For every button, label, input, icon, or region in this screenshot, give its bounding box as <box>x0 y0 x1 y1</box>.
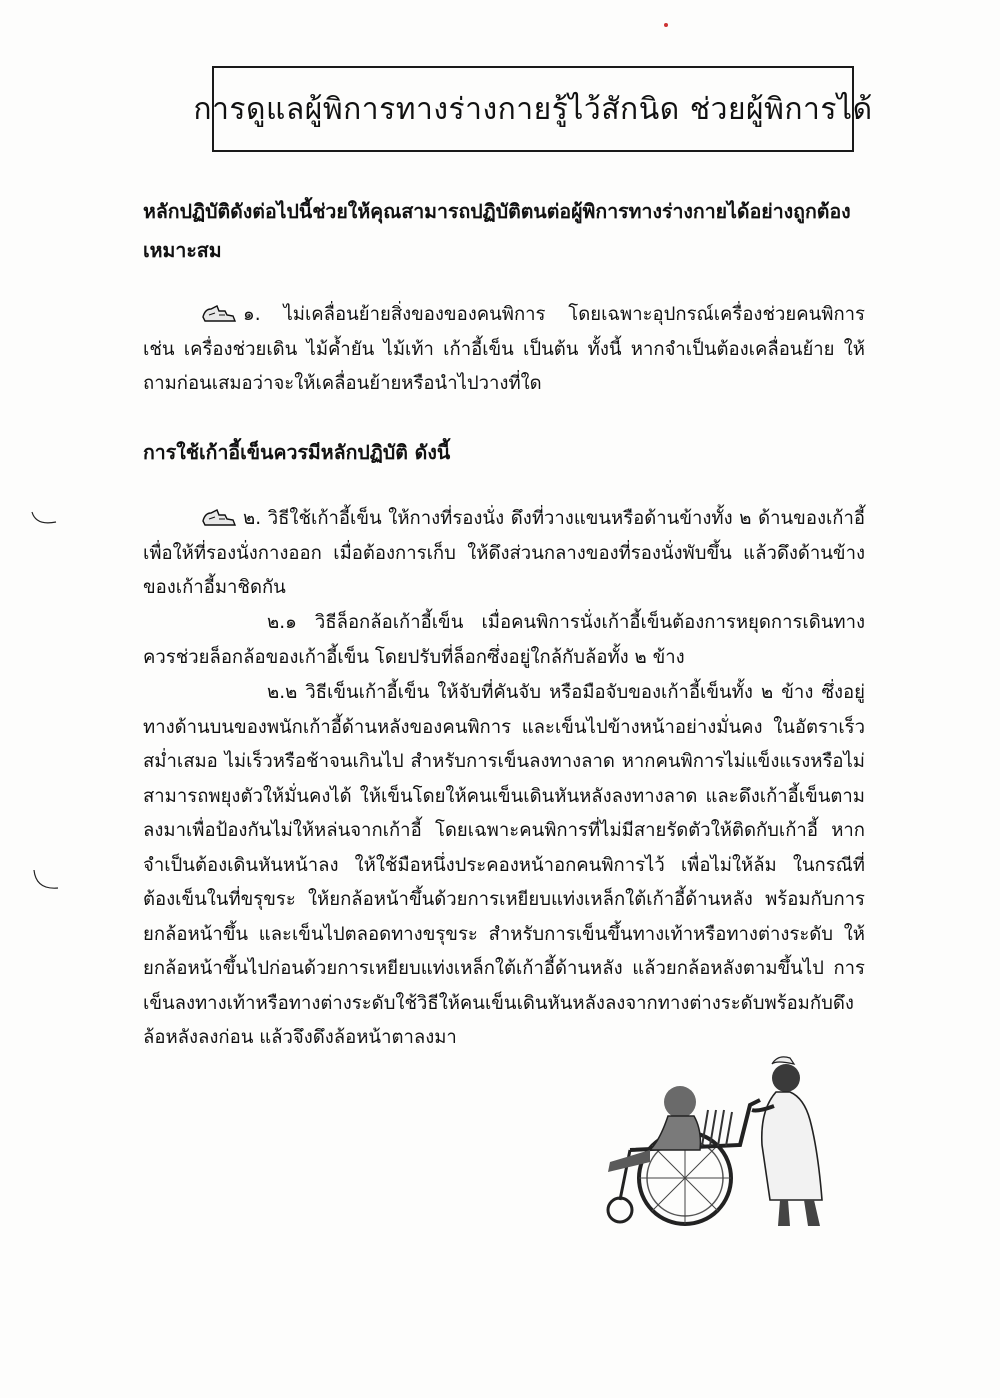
title-box <box>193 66 873 152</box>
paragraph-item-2 <box>143 502 865 606</box>
item-1-text: ๑. ไม่เคลื่อนย้ายสิ่งของของคนพิการ โดยเฉพาะอุปกรณ์เครื่องช่วยคนพิการ เช่น เครื่องช่วยเดิน ไม้ค้ำยัน ไม้เท้า เก้าอี้เข็น เป็นต้น ทั้งนี้ หากจำเป็นต้องเคลื่อนย้าย ให้ถามก่อนเสมอว่าจะให้เคลื่อนย้ายหรือนำไปวางที่ใด <box>143 304 865 394</box>
scan-speck <box>662 14 670 33</box>
paragraph-item-2-2: ๒.๒ วิธีเข็นเก้าอี้เข็น ให้จับที่คันจับ หรือมือจับของเก้าอี้เข็นทั้ง ๒ ข้าง ซึ่งอยู่ทางด้านบนของพนักเก้าอี้ด้านหลังของคนพิการ และเข็นไปข้างหน้าอย่างมั่นคง ในอัตราเร็วสม่ำเสมอ ไม่เร็วหรือช้าจนเกินไป สำหรับการเข็นลงทางลาด หากคนพิการไม่แข็งแรงหรือไม่สามารถพยุงตัวให้มั่นคงได้ ให้เข็นโดยให้คนเข็นเดินหันหลังลงทางลาด และดึงเก้าอี้เข็นตามลงมาเพื่อป้องกันไม่ให้หล่นจากเก้าอี้ โดยเฉพาะคนพิการที่ไม่มีสายรัดตัวให้ติดกับเก้าอี้ หากจำเป็นต้องเดินหันหน้าลง ให้ใช้มือหนึ่งประคองหน้าอกคนพิการไว้ เพื่อไม่ให้ล้ม ในกรณีที่ต้องเข็นในที่ขรุขระ ให้ยกล้อหน้าขึ้นด้วยการเหยียบแท่งเหล็กใต้เก้าอี้ด้านหลัง พร้อมกับการยกล้อหน้าขึ้น และเข็นไปตลอดทางขรุขระ สำหรับการเข็นขึ้นทางเท้าหรือทางต่างระดับ ให้ยกล้อหน้าขึ้นไปก่อนด้วยการเหยียบแท่งเหล็กใต้เก้าอี้ด้านหลัง แล้วยกล้อหลังตามขึ้นไป การเข็นลงทางเท้าหรือทางต่างระดับใช้วิธีให้คนเข็นเดินหันหลังลงจากทางต่างระดับพร้อมกับดึงล้อหลังลงก่อน แล้วจึงดึงล้อหน้าตาลงมา <box>143 682 865 1048</box>
intro-heading: หลักปฏิบัติดังต่อไปนี้ช่วยให้คุณสามารถปฏิบัติตนต่อผู้พิการทางร่างกายได้อย่างถูกต้องเหมาะสม <box>143 200 851 262</box>
nurse-pushing-wheelchair-icon <box>590 1050 865 1228</box>
wheelchair-heading: การใช้เก้าอี้เข็นควรมีหลักปฏิบัติ ดังนี้ <box>143 441 451 464</box>
paragraph-item-2-1: ๒.๑ วิธีล็อกล้อเก้าอี้เข็น เมื่อคนพิการนั่งเก้าอี้เข็นต้องการหยุดการเดินทาง ควรช่วยล็อกล้อของเก้าอี้เข็น โดยปรับที่ล็อกซึ่งอยู่ใกล้กับล้อทั้ง ๒ ข้าง <box>143 612 865 668</box>
hand-pointing-icon <box>201 303 237 323</box>
item-2-text: ๒. วิธีใช้เก้าอี้เข็น ให้กางที่รองนั่ง ดึงที่วางแขนหรือด้านข้างทั้ง ๒ ด้านของเก้าอี้เพื่อให้ที่รองนั่งกางออก เมื่อต้องการเก็บ ให้ดึงส่วนกลางของที่รองนั่งพับขึ้น แล้วดึงด้านข้างของเก้าอี้มาชิดกัน <box>143 508 865 598</box>
hand-pointing-icon <box>201 507 237 527</box>
scan-speck <box>32 868 62 898</box>
paragraph-item-1 <box>143 298 865 402</box>
page-title: การดูแลผู้พิการทางร่างกายรู้ไว้สักนิด ช่วยผู้พิการได้ <box>193 91 873 127</box>
scan-speck <box>30 510 60 534</box>
